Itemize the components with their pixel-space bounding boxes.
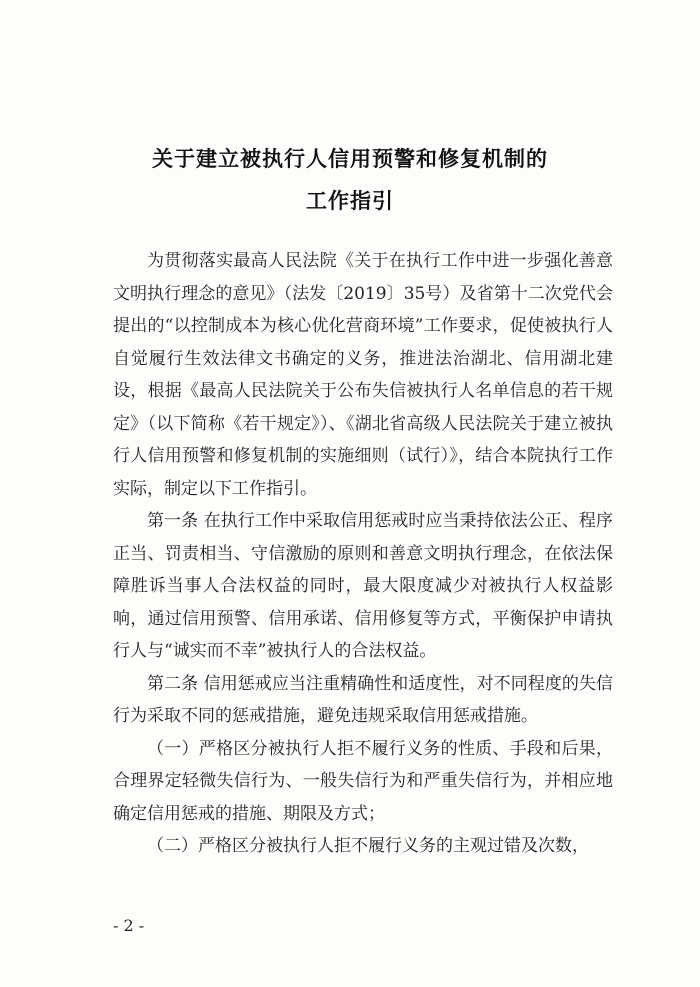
paragraph-article-2: 第二条 信用惩戒应当注重精确性和适度性，对不同程度的失信行为采取不同的惩戒措施，避免违规采取信用惩戒措施。 [113, 673, 613, 726]
document-body [113, 245, 613, 863]
document-title-line-2: 工作指引 [306, 189, 394, 213]
paragraph-article-1: 第一条 在执行工作中采取信用惩戒时应当秉持依法公正、程序正当、罚责相当、守信激励的原则和善意文明执行理念，在依法保障胜诉当事人合法权益的同时，最大限度减少对被执行人权益影响，通过信用预警、信用承诺、信用修复等方式，平衡保护申请执行人与“诚实而不幸”被执行人的合法权益。 [113, 511, 613, 661]
document-title-line-1: 关于建立被执行人信用预警和修复机制的 [152, 147, 548, 171]
page-number: - 2 - [113, 916, 145, 935]
paragraph-preamble: 为贯彻落实最高人民法院《关于在执行工作中进一步强化善意文明执行理念的意见》（法发〔2019〕35号）及省第十二次党代会提出的“以控制成本为核心优化营商环境”工作要求，促使被执行人自觉履行生效法律文书确定的义务，推进法治湖北、信用湖北建设，根据《最高人民法院关于公布失信被执行人名单信息的若干规定》（以下简称《若干规定》）、《湖北省高级人民法院关于建立被执行人信用预警和修复机制的实施细则（试行）》，结合本院执行工作实际，制定以下工作指引。 [113, 251, 613, 499]
paragraph-item-1: （一）严格区分被执行人拒不履行义务的性质、手段和后果，合理界定轻微失信行为、一般失信行为和严重失信行为，并相应地确定信用惩戒的措施、期限及方式； [113, 738, 613, 824]
paragraph-item-2: （二）严格区分被执行人拒不履行义务的主观过错及次数， [147, 836, 589, 856]
